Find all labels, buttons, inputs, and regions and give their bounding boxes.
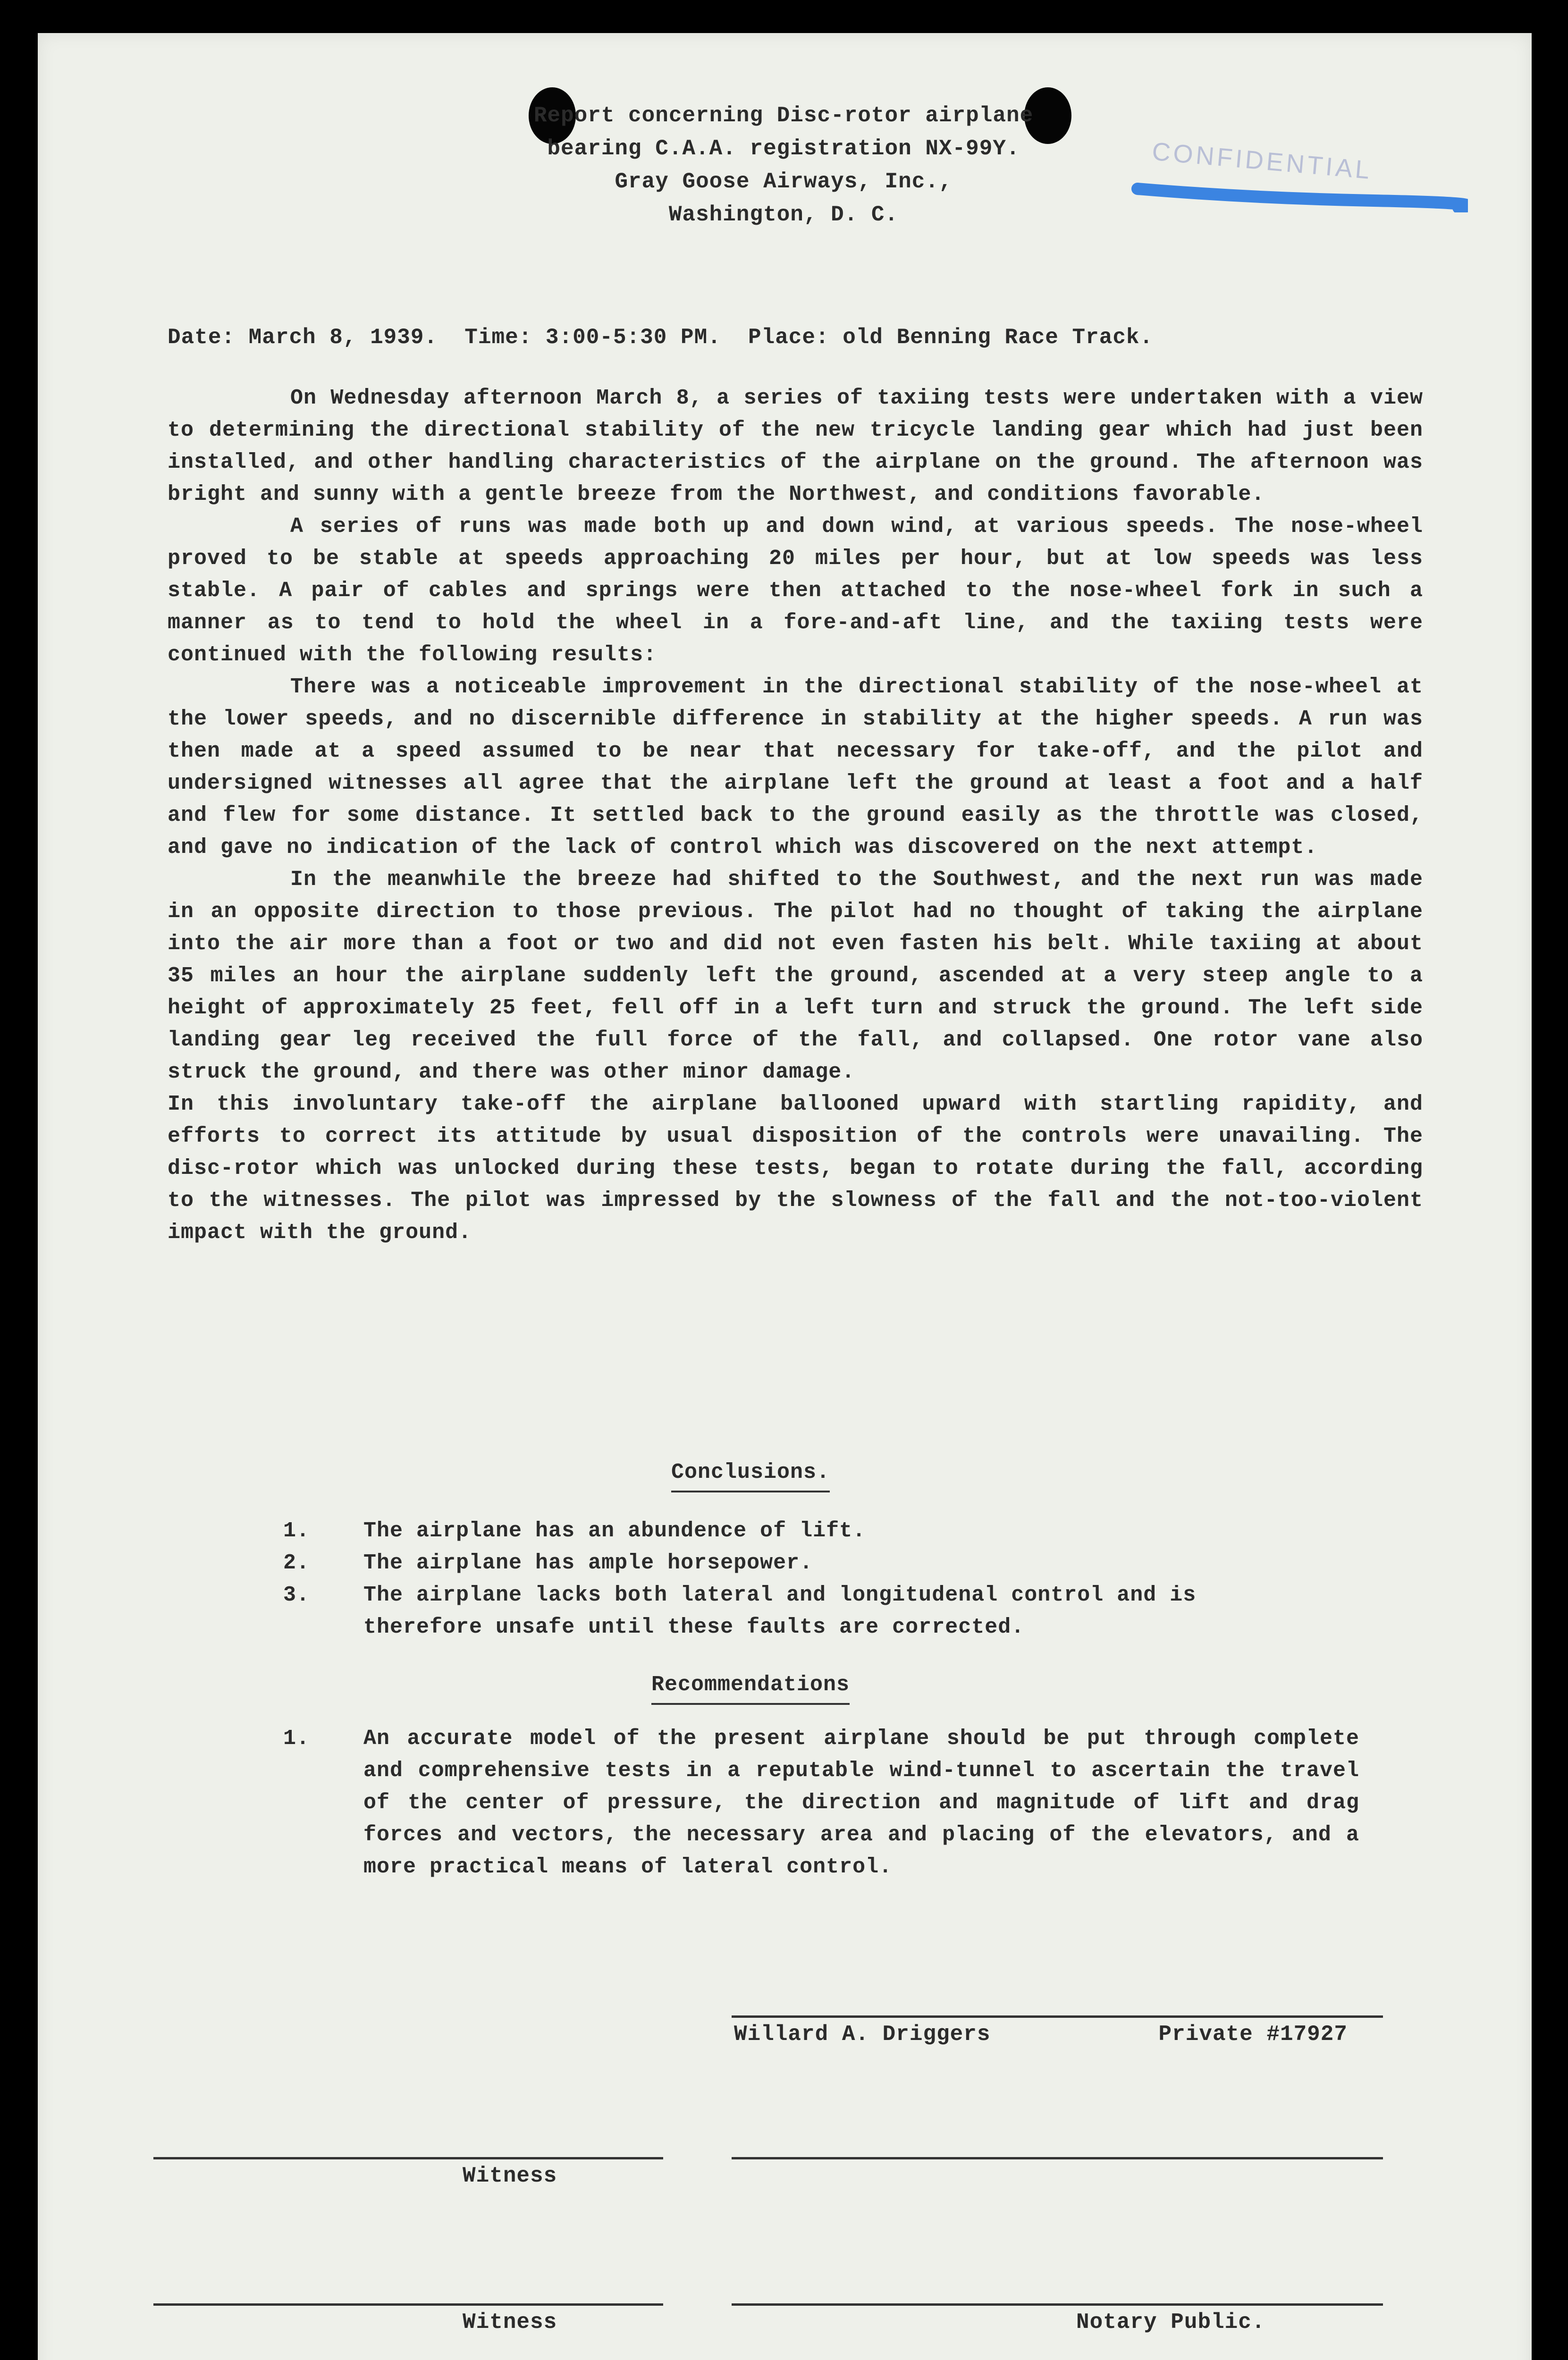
paragraph-2: A series of runs was made both up and down wind, at various speeds. The nose-wheel proved to be stable at speeds approaching 20 miles per hour, but at low speeds was less stable. A pair of cables and springs were then attached to the nose-wheel fork in such a manner as to tend to hold the wheel in a fore-and-aft line, and the taxiing tests were continued with the following results: bbox=[168, 514, 1423, 667]
item-number: 1. bbox=[283, 1519, 310, 1543]
paragraph-1: On Wednesday afternoon March 8, a series of taxiing tests were undertaken with a view to determining the directional stability of the new tricycle landing gear which had just been installed, and other handling characteristics of the airplane on the ground. The afternoon was bright and sunny with a gentle breeze from the Northwest, and conditions favorable. bbox=[168, 386, 1423, 506]
witness-line-2 bbox=[153, 2303, 663, 2306]
confidential-stamp-top bbox=[1109, 118, 1468, 212]
report-header bbox=[406, 99, 1161, 231]
recommendations-list bbox=[283, 1723, 1359, 1883]
item-number: 2. bbox=[283, 1551, 310, 1575]
recommendations-heading: Recommendations bbox=[585, 1671, 916, 1705]
blue-pencil-strike bbox=[1109, 118, 1468, 212]
signature-block bbox=[734, 2020, 1385, 2048]
list-item bbox=[283, 1723, 1359, 1883]
list-item bbox=[283, 1547, 1369, 1579]
header-line-1: Report concerning Disc-rotor airplane bbox=[533, 103, 1034, 128]
witness-line-1 bbox=[153, 2157, 663, 2159]
header-line-4: Washington, D. C. bbox=[668, 202, 899, 227]
notary-label: Notary Public. bbox=[1076, 2310, 1265, 2335]
list-item bbox=[283, 1579, 1369, 1644]
signature-line bbox=[732, 2015, 1383, 2018]
witness-label-1: Witness bbox=[463, 2164, 557, 2188]
paragraph-5: In this involuntary take-off the airplane ballooned upward with startling rapidity, and efforts to correct its attitude by usual disposition of the controls were unavailing. The disc-rotor which was unlocked during these tests, began to rotate during the fall, according to the witnesses. The pilot was impressed by the slowness of the fall and the not-too-violent impact with the ground. bbox=[168, 1092, 1423, 1245]
item-text: The airplane lacks both lateral and longitudenal control and is therefore unsafe until these faults are corrected. bbox=[363, 1583, 1197, 1639]
report-body bbox=[168, 382, 1423, 1249]
paragraph-3: There was a noticeable improvement in the directional stability of the nose-wheel at the lower speeds, and no discernible difference in stability at the higher speeds. A run was then made at a speed assumed to be near that necessary for take-off, and the pilot and undersigned witnesses all agree that the airplane left the ground at least a foot and a half and flew for some distance. It settled back to the ground easily as the throttle was closed, and gave no indication of the lack of control which was discovered on the next attempt. bbox=[168, 675, 1423, 860]
header-line-3: Gray Goose Airways, Inc., bbox=[615, 169, 953, 194]
confidential-stamp-text: CONFIDENTIAL bbox=[1151, 137, 1374, 185]
signer-rank: Private #17927 bbox=[1158, 2022, 1348, 2047]
item-number: 1. bbox=[283, 1727, 310, 1751]
item-text: An accurate model of the present airplane should be put through complete and comprehensive tests in a reputable wind-tunnel to ascertain the travel of the center of pressure, the direction and magnitude of lift and drag forces and vectors, the necessary area and placing of the elevators, and a more practical means of lateral control. bbox=[363, 1727, 1359, 1879]
signer-name: Willard A. Driggers bbox=[734, 2022, 991, 2047]
item-text: The airplane has ample horsepower. bbox=[363, 1551, 813, 1575]
blank-signature-line bbox=[732, 2157, 1383, 2159]
conclusions-heading: Conclusions. bbox=[585, 1458, 916, 1492]
list-item bbox=[283, 1515, 1369, 1547]
header-line-2: bearing C.A.A. registration NX-99Y. bbox=[547, 136, 1020, 161]
notary-line bbox=[732, 2303, 1383, 2306]
dateline: Date: March 8, 1939. Time: 3:00-5:30 PM. Place: old Benning Race Track. bbox=[168, 325, 1154, 350]
item-number: 3. bbox=[283, 1583, 310, 1607]
conclusions-list bbox=[283, 1515, 1369, 1644]
witness-label-2: Witness bbox=[463, 2310, 557, 2335]
paragraph-4: In the meanwhile the breeze had shifted to the Southwest, and the next run was made in an opposite direction to those previous. The pilot had no thought of taking the airplane into the air more than a foot or two and did not even fasten his belt. While taxiing at about 35 miles an hour the airplane suddenly left the ground, ascended at a very steep angle to a height of approximately 25 feet, fell off in a left turn and struck the ground. The left side landing gear leg received the full force of the fall, and collapsed. One rotor vane also struck the ground, and there was other minor damage. bbox=[168, 868, 1423, 1084]
item-text: The airplane has an abundence of lift. bbox=[363, 1519, 866, 1543]
